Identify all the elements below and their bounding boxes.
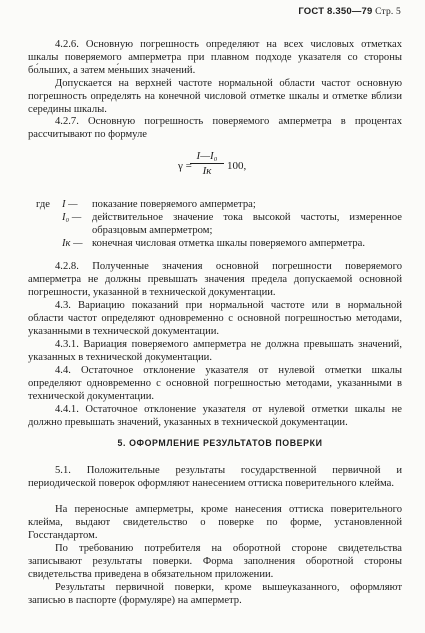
definition-symbol: I — (62, 199, 78, 210)
error-formula (178, 150, 298, 186)
page-header (298, 6, 401, 17)
paragraph-4-2-6: 4.2.6. Основную погрешность определяют на всех числовых отметках шкалы поверяемого амперметра при плавном подходе указателя со стороны бо́льших, а затем ме́ньших значений. (28, 39, 402, 76)
definition-symbol: Iк — (62, 238, 83, 249)
paragraph-4-3-1: 4.3.1. Вариация поверяемого амперметра не должна превышать значений, указанных в технической документации. (28, 339, 402, 363)
paragraph-4-2-6-note: Допускается на верхней частоте нормальной области частот основную погрешность определять на конечной числовой отметке шкалы и отметке вблизи середины шкалы. (28, 78, 402, 115)
symbol-definitions (28, 198, 402, 250)
formula-fraction (190, 150, 224, 177)
paragraph-5-1-request: По требованию потребителя на оборотной стороне свидетельства записывают результаты поверки. Форма заполнения оборотной стороны свидетельства приведена в обязательном приложении. (28, 543, 402, 580)
paragraph-5-1: 5.1. Положительные результаты государственной первичной и периодической поверок оформляют нанесением оттиска поверительного клейма. (28, 465, 402, 489)
definition-row (28, 198, 402, 211)
paragraph-4-4: 4.4. Остаточное отклонение указателя от нулевой отметки шкалы определяют одновременно с основной погрешностью методами, указанными в технической документации. (28, 365, 402, 402)
section-heading: 5. ОФОРМЛЕНИЕ РЕЗУЛЬТАТОВ ПОВЕРКИ (117, 438, 323, 448)
definition-row (28, 211, 402, 237)
definition-row (28, 237, 402, 250)
formula-multiplier: 100, (227, 160, 247, 172)
paragraph-4-2-8: 4.2.8. Полученные значения основной погрешности поверяемого амперметра не должны превышать значения предела допускаемой основной погрешности, указанной в технической документации. (28, 261, 402, 298)
page-number: Стр. 5 (375, 7, 401, 17)
formula-lhs: γ = (178, 160, 192, 172)
paragraph-5-1-primary: Результаты первичной поверки, кроме вышеуказанного, оформляют записью в паспорте (формуляре) на амперметр. (28, 582, 402, 606)
definition-text: показание поверяемого амперметра; (92, 199, 256, 210)
definitions-lead: где (36, 199, 50, 210)
definition-text: конечная числовая отметка шкалы поверяемого амперметра. (92, 238, 365, 249)
formula-denominator: Iк (202, 165, 212, 177)
paragraph-4-3: 4.3. Вариацию показаний при нормальной частоте или в нормальной области частот определяют одновременно с основной погрешностью методами, указанными в технической документации. (28, 300, 402, 337)
definition-symbol: I₀ — (62, 212, 82, 223)
formula-numerator: I—I₀ (190, 150, 224, 164)
paragraph-4-2-7: 4.2.7. Основную погрешность поверяемого амперметра в процентах рассчитывают по формуле (28, 116, 402, 140)
standard-number: ГОСТ 8.350—79 (298, 6, 373, 17)
definition-text: действительное значение тока высокой частоты, измеренное образцовым амперметром; (92, 212, 402, 236)
paragraph-4-4-1: 4.4.1. Остаточное отклонение указателя от нулевой отметки шкалы не должно превышать значений, указанных в технической документации. (28, 404, 402, 428)
paragraph-5-1-portable: На переносные амперметры, кроме нанесения оттиска поверительного клейма, выдают свидетельство о поверке по форме, установленной Госстандартом. (28, 504, 402, 541)
